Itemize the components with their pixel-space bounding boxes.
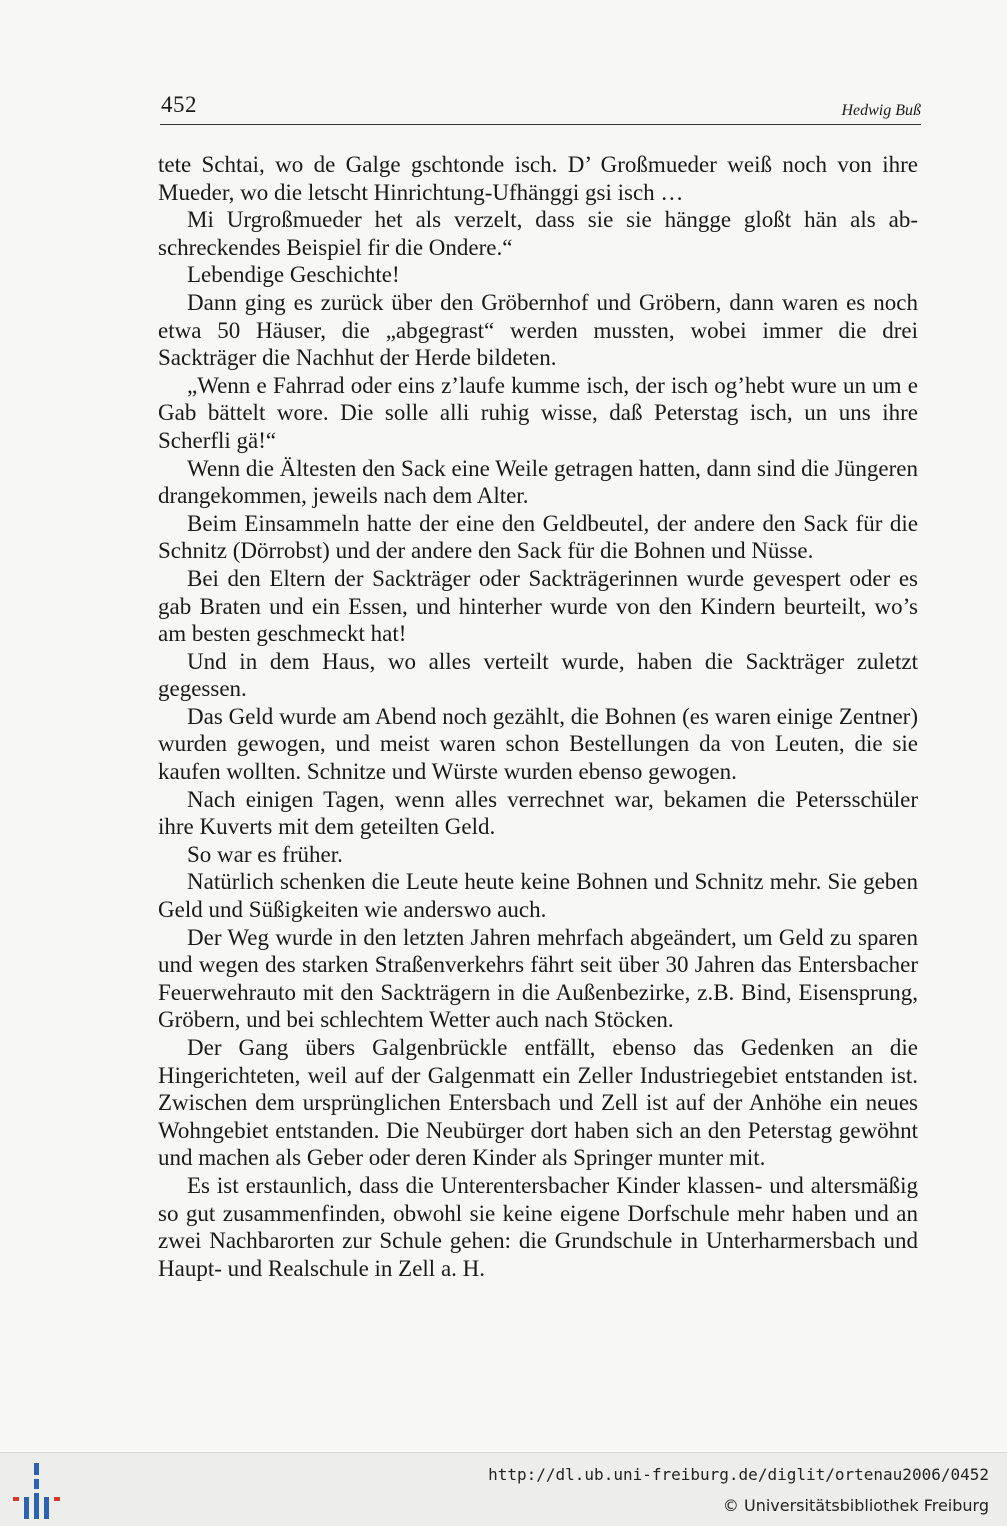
paragraph: Und in dem Haus, wo alles verteilt wurde, haben die Sackträger zuletzt gegessen.	[158, 648, 918, 702]
header-rule	[160, 124, 921, 125]
paragraph: Das Geld wurde am Abend noch gezählt, die Bohnen (es waren einige Zentner) wurden gewogen, und meist waren schon Bestellungen da von Leuten, die sie kaufen wollten. Schnitze und Würste wurden ebenso gewogen.	[158, 703, 918, 785]
paragraph: Es ist erstaunlich, dass die Unterentersbacher Kinder klassen- und altersmäßig so gut zusammenfinden, obwohl sie keine eigene Dorfschule mehr haben und an zwei Nachbarorten zur Schule gehen: die Grundschule in Unterharmersbach und Haupt- und Realschule in Zell a. H.	[158, 1172, 918, 1281]
paragraph: Wenn die Ältesten den Sack eine Weile getragen hatten, dann sind die Jüngeren drangekommen, jeweils nach dem Alter.	[158, 455, 918, 509]
body-text	[158, 151, 918, 1282]
paragraph: Nach einigen Tagen, wenn alles verrechnet war, bekamen die Petersschüler ihre Kuverts mit dem geteilten Geld.	[158, 786, 918, 840]
paragraph: tete Schtai, wo de Galge gschtonde isch. D’ Großmueder weiß noch von ihre Mueder, wo die letscht Hinrichtung-Ufhänggi gsi isch …	[158, 152, 918, 205]
paragraph: Der Gang übers Galgenbrückle entfällt, ebenso das Gedenken an die Hingerichteten, weil auf der Galgenmatt ein Zeller Industriegebiet entstanden ist. Zwischen dem ursprünglichen Entersbach und Zell ist auf der Anhöhe ein neues Wohngebiet entstanden. Die Neubürger dort haben sich an den Peterstag gewöhnt und machen als Geber oder deren Kinder als Springer munter mit.	[158, 1035, 918, 1171]
paragraph: Natürlich schenken die Leute heute keine Bohnen und Schnitz mehr. Sie geben Geld und Süßigkeiten wie anderswo auch.	[158, 869, 918, 923]
paragraph: Mi Urgroßmueder het als verzelt, dass sie sie hängge gloßt hän als abschreckendes Beispiel fir die Ondere.“	[158, 207, 918, 260]
page-number: 452	[161, 92, 197, 117]
running-head: Hedwig Buß	[841, 102, 921, 119]
paragraph: So war es früher.	[187, 841, 343, 867]
ub-freiburg-logo-icon[interactable]	[12, 1463, 64, 1519]
copyright-notice: © Universitätsbibliothek Freiburg	[722, 1496, 989, 1515]
paragraph: Lebendige Geschichte!	[187, 262, 400, 288]
viewer-footer	[0, 1452, 1007, 1526]
paragraph: „Wenn e Fahrrad oder eins z’laufe kumme isch, der isch og’hebt wure un um e Gab bättelt wore. Die solle alli ruhig wisse, daß Peterstag isch, un uns ihre Scherfli gä!“	[158, 372, 918, 453]
paragraph: Der Weg wurde in den letzten Jahren mehrfach abgeändert, um Geld zu sparen und wegen des starken Straßenverkehrs fährt seit über 30 Jahren das Entersbacher Feuerwehrauto mit den Sackträgern in die Außenbezirke, z.B. Bind, Eisensprung, Gröbern, und bei schlechtem Wetter auch nach Stöcken.	[158, 924, 918, 1033]
permalink-url[interactable]: http://dl.ub.uni-freiburg.de/diglit/ortenau2006/0452	[488, 1465, 989, 1484]
paragraph: Bei den Eltern der Sackträger oder Sackträgerinnen wurde gevespert oder es gab Braten und ein Essen, und hinterher wurde von den Kindern beurteilt, wo’s am besten geschmeckt hat!	[158, 565, 918, 647]
paragraph: Beim Einsammeln hatte der eine den Geldbeutel, der andere den Sack für die Schnitz (Dörrobst) und der andere den Sack für die Bohnen und Nüsse.	[158, 510, 918, 564]
paragraph: Dann ging es zurück über den Gröbernhof und Gröbern, dann waren es noch etwa 50 Häuser, die „abgegrast“ werden mussten, wobei immer die drei Sackträger die Nachhut der Herde bildeten.	[158, 289, 918, 371]
